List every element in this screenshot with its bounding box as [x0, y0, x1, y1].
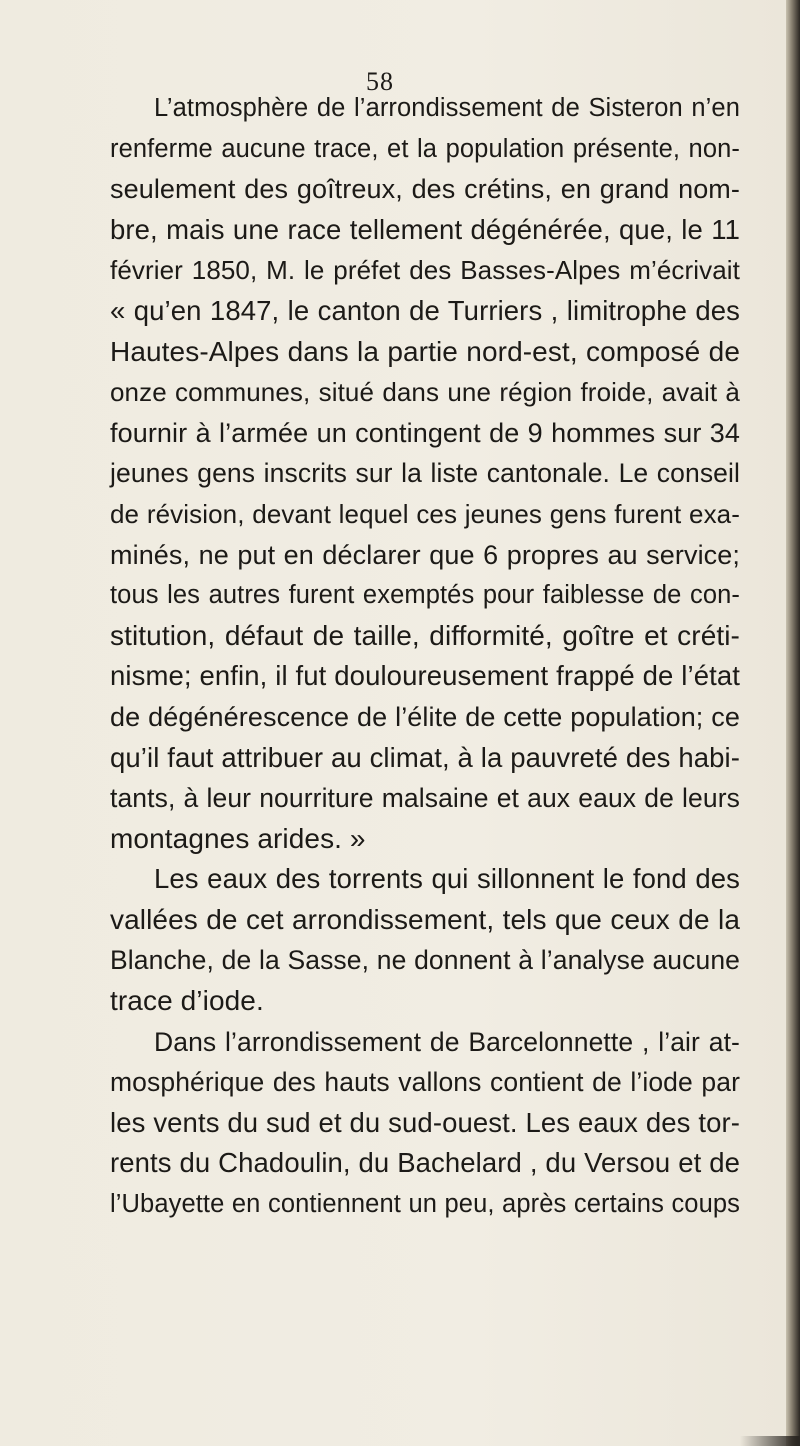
text-line: onze communes, situé dans une région froide, avait à — [110, 377, 740, 408]
text-line: minés, ne put en déclarer que 6 propres au service; — [110, 539, 740, 570]
text-line: renferme aucune trace, et la population présente, non- — [110, 134, 740, 163]
text-line: seulement des goîtreux, des crétins, en grand nom- — [110, 174, 740, 205]
text-line: Hautes-Alpes dans la partie nord-est, composé de — [110, 335, 740, 367]
book-binding-edge — [786, 0, 800, 1446]
text-line: Dans l’arrondissement de Barcelonnette , l’air at- — [154, 1026, 740, 1057]
text-line: l’Ubayette en contiennent un peu, après certains coups — [110, 1190, 740, 1219]
text-line: jeunes gens inscrits sur la liste cantonale. Le conseil — [110, 458, 740, 489]
text-line: février 1850, M. le préfet des Basses-Alpes m’écrivait — [110, 255, 740, 286]
text-line: montagnes arides. » — [110, 822, 366, 854]
text-line: fournir à l’armée un contingent de 9 hommes sur 34 — [110, 417, 740, 448]
text-line: trace d’iode. — [110, 985, 264, 1017]
book-binding-shadow — [740, 1436, 800, 1446]
text-line: L’atmosphère de l’arrondissement de Sisteron n’en — [154, 94, 740, 122]
page-number: 58 — [366, 67, 394, 96]
text-line: qu’il faut attribuer au climat, à la pauvreté des habi- — [110, 741, 740, 773]
text-line: de dégénérescence de l’élite de cette population; ce — [110, 701, 740, 732]
text-line: bre, mais une race tellement dégénérée, que, le 11 — [110, 213, 740, 245]
text-line: mosphérique des hauts vallons contient de l’iode par — [110, 1067, 740, 1098]
text-line: vallées de cet arrondissement, tels que ceux de la — [110, 903, 740, 935]
text-line: nisme; enfin, il fut douloureusement frappé de l’état — [110, 660, 740, 692]
text-line: Blanche, de la Sasse, ne donnent à l’analyse aucune — [110, 945, 740, 976]
text-line: de révision, devant lequel ces jeunes gens furent exa- — [110, 498, 740, 529]
text-line: les vents du sud et du sud-ouest. Les eaux des tor- — [110, 1106, 740, 1138]
body-text — [110, 88, 740, 1225]
text-line: stitution, défaut de taille, difformité, goître et créti- — [110, 619, 740, 651]
text-line: tants, à leur nourriture malsaine et aux eaux de leurs — [110, 783, 740, 814]
text-line: rents du Chadoulin, du Bachelard , du Versou et de — [110, 1147, 740, 1179]
text-line: Les eaux des torrents qui sillonnent le fond des — [154, 863, 740, 895]
text-line: « qu’en 1847, le canton de Turriers , limitrophe des — [110, 294, 740, 326]
text-line: tous les autres furent exemptés pour faiblesse de con- — [110, 581, 740, 610]
